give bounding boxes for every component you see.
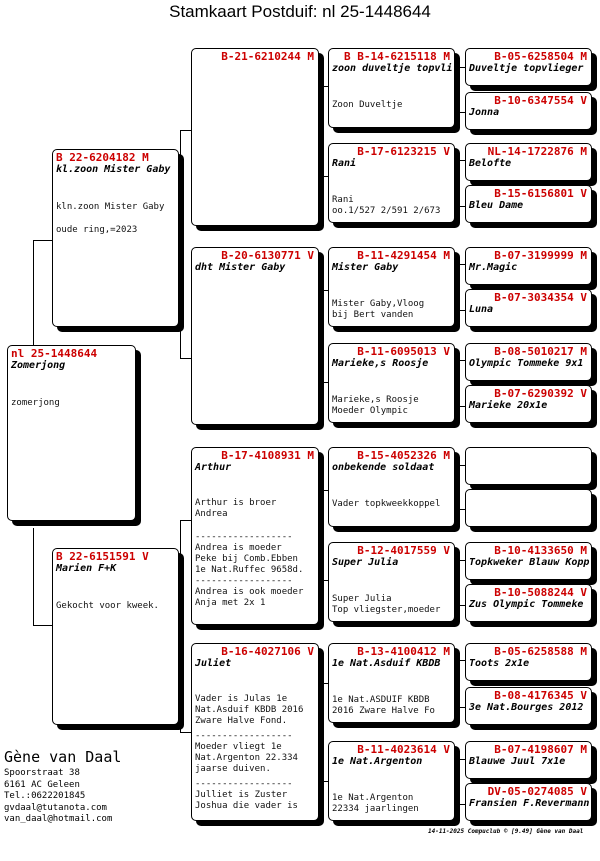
remark-line: ------------------: [195, 576, 293, 586]
remark-line: Arthur is broer: [195, 498, 277, 508]
owner-name: Gène van Daal: [4, 748, 122, 766]
owner-phone: Tel.:0622201845: [4, 791, 86, 801]
pigeon-name: Marien F+K: [56, 563, 117, 574]
connector: [322, 490, 323, 580]
great-grandparent-card[interactable]: [328, 143, 455, 223]
remark-line: 1e Nat.Ruffec 9658d.: [195, 565, 304, 575]
gg-card[interactable]: [465, 643, 592, 681]
ring-number: B-07-6290392 V: [494, 387, 587, 400]
remark-line: oude ring,=2023: [56, 225, 138, 235]
ring-number: B-07-4198607 M: [494, 743, 587, 756]
great-grandparent-card[interactable]: [328, 447, 455, 527]
remark-line: Anja met 2x 1: [195, 598, 266, 608]
connector: [457, 160, 458, 206]
connector: [457, 112, 465, 113]
great-grandparent-card[interactable]: [328, 643, 455, 723]
pigeon-name: 3e Nat.Bourges 2012: [469, 702, 584, 713]
connector: [180, 130, 191, 131]
remark-line: Top vliegster,moeder: [332, 605, 441, 615]
remark-line: ------------------: [195, 532, 293, 542]
subject-card[interactable]: [7, 345, 136, 521]
connector: [180, 130, 181, 358]
connector: [322, 86, 323, 176]
owner-email[interactable]: gvdaal@tutanota.com: [4, 802, 107, 813]
connector: [322, 683, 323, 781]
gg-card[interactable]: [465, 584, 592, 622]
pigeon-name: Marieke,s Roosje: [332, 358, 429, 369]
gg-card[interactable]: [465, 185, 592, 223]
remark-line: Andrea is moeder: [195, 543, 282, 553]
pigeon-name: Duveltje topvlieger: [469, 63, 584, 74]
connector: [457, 264, 458, 310]
connector: [457, 560, 465, 561]
remark-line: Zoon Duveltje: [332, 100, 403, 110]
remark-line: Julliet is Zuster: [195, 790, 288, 800]
pigeon-name: Super Julia: [332, 557, 399, 568]
ring-number: B-10-5088244 V: [494, 586, 587, 599]
connector: [457, 560, 458, 605]
pigeon-name: Olympic Tommeke 9x1: [469, 358, 584, 369]
connector: [180, 520, 191, 521]
connector: [33, 240, 34, 345]
father-card[interactable]: [52, 149, 179, 327]
connector: [457, 310, 465, 311]
connector: [457, 660, 465, 661]
mother-card[interactable]: [52, 548, 179, 725]
remark-line: Moeder Olympic: [332, 406, 408, 416]
ring-number: B-05-6258504 M: [494, 50, 587, 63]
connector: [457, 465, 465, 466]
connector: [457, 406, 465, 407]
remark-line: Vader is Julas 1e: [195, 694, 288, 704]
footer-credit: 14-11-2025 Compuclub © [9.49] Gène van Daal: [428, 828, 584, 835]
grandparent-card[interactable]: [191, 247, 319, 425]
owner-email[interactable]: van_daal@hotmail.com: [4, 814, 113, 824]
gg-card[interactable]: [465, 343, 592, 381]
remark-line: 1e Nat.Argenton: [332, 793, 414, 803]
connector: [33, 240, 52, 241]
remark-line: Rani: [332, 195, 354, 205]
ring-number: B-08-5010217 M: [494, 345, 587, 358]
ring-number: B-10-6347554 V: [494, 94, 587, 107]
remark-line: Andrea: [195, 509, 228, 519]
pigeon-name: Topkweker Blauw Kopp: [469, 557, 590, 568]
pigeon-name: Bleu Dame: [469, 200, 524, 211]
remark-line: 2016 Zware Halve Fo: [332, 706, 435, 716]
gg-card[interactable]: [465, 542, 592, 580]
great-grandparent-card[interactable]: [328, 247, 455, 327]
remark-line: oo.1/527 2/591 2/673: [332, 206, 441, 216]
gg-card[interactable]: [465, 687, 592, 725]
ring-number: B-17-6123215 V: [357, 145, 450, 158]
owner-city: 6161 AC Geleen: [4, 779, 80, 790]
connector: [457, 759, 458, 804]
pigeon-name: Zomerjong: [11, 360, 66, 371]
ring-number: B-12-4017559 V: [357, 544, 450, 557]
pigeon-name: 1e Nat.Asduif KBDB: [332, 658, 441, 669]
pigeon-name: Rani: [332, 158, 357, 169]
connector: [457, 67, 465, 68]
pigeon-name: zoon duveltje topvli: [332, 63, 453, 74]
remark-line: kln.zoon Mister Gaby: [56, 202, 165, 212]
remark-line: Zware Halve Fond.: [195, 716, 288, 726]
pigeon-name: Belofte: [469, 158, 512, 169]
connector: [457, 660, 458, 707]
remark-line: Nat.Asduif KBDB 2016: [195, 705, 304, 715]
gg-card[interactable]: [465, 783, 592, 821]
pigeon-name: Marieke 20x1e: [469, 400, 548, 411]
connector: [457, 360, 458, 406]
ring-number: B-21-6210244 M: [221, 50, 314, 63]
ring-number: B-15-6156801 V: [494, 187, 587, 200]
remark-line: zomerjong: [11, 398, 60, 408]
connector: [180, 732, 191, 733]
ring-number: B B-14-6215118 M: [344, 50, 450, 63]
remark-line: Moeder vliegt 1e: [195, 742, 282, 752]
owner-info: [4, 748, 121, 826]
pigeon-name: kl.zoon Mister Gaby: [56, 164, 171, 175]
pigeon-name: onbekende soldaat: [332, 462, 435, 473]
gg-card[interactable]: [465, 48, 592, 86]
ring-number: B-20-6130771 V: [221, 249, 314, 262]
ring-number: B-08-4176345 V: [494, 689, 587, 702]
ring-number: B-15-4052326 M: [357, 449, 450, 462]
pigeon-name: Fransien F.Revermann: [469, 798, 590, 809]
connector: [180, 358, 191, 359]
gg-card[interactable]: [465, 385, 592, 423]
remark-line: Gekocht voor kweek.: [56, 601, 159, 611]
gg-card[interactable]: [465, 447, 592, 485]
remark-line: Marieke,s Roosje: [332, 395, 419, 405]
connector: [33, 528, 34, 625]
great-grandparent-card[interactable]: [328, 343, 455, 423]
connector: [457, 509, 465, 510]
great-grandparent-card[interactable]: [328, 542, 455, 622]
pigeon-name: 1e Nat.Argenton: [332, 756, 423, 767]
grandparent-card[interactable]: [191, 48, 319, 226]
connector: [457, 465, 458, 509]
connector: [457, 67, 458, 112]
remark-line: Nat.Argenton 22.334: [195, 753, 298, 763]
gg-card[interactable]: [465, 247, 592, 285]
gg-card[interactable]: [465, 741, 592, 779]
remark-line: Mister Gaby,Vloog: [332, 299, 425, 309]
pigeon-name: Zus Olympic Tommeke: [469, 599, 584, 610]
gg-card[interactable]: [465, 489, 592, 527]
ring-number: B-10-4133650 M: [494, 544, 587, 557]
grandparent-card[interactable]: [191, 643, 319, 821]
page-title: Stamkaart Postduif: nl 25-1448644: [169, 2, 431, 21]
gg-card[interactable]: [465, 289, 592, 327]
pigeon-name: Mr.Magic: [469, 262, 518, 273]
ring-number: B-07-3199999 M: [494, 249, 587, 262]
ring-number: B-07-3034354 V: [494, 291, 587, 304]
ring-number: B-16-4027106 V: [221, 645, 314, 658]
pigeon-name: dht Mister Gaby: [195, 262, 286, 273]
owner-address: Spoorstraat 38: [4, 768, 80, 778]
connector: [457, 360, 465, 361]
connector: [457, 206, 465, 207]
pigeon-name: Mister Gaby: [332, 262, 399, 273]
gg-card[interactable]: [465, 92, 592, 130]
remark-line: Peke bij Comb.Ebben: [195, 554, 298, 564]
ring-number: B-17-4108931 M: [221, 449, 314, 462]
great-grandparent-card[interactable]: [328, 741, 455, 821]
ring-number: B-11-4023614 V: [357, 743, 450, 756]
pigeon-name: Blauwe Juul 7x1e: [469, 756, 566, 767]
connector: [180, 520, 181, 732]
gg-card[interactable]: [465, 143, 592, 181]
connector: [33, 625, 52, 626]
ring-number: nl 25-1448644: [11, 347, 98, 360]
pigeon-name: Juliet: [195, 658, 232, 669]
remark-line: bij Bert vanden: [332, 310, 414, 320]
ring-number: DV-05-0274085 V: [487, 785, 587, 798]
remark-line: 1e Nat.ASDUIF KBDB: [332, 695, 430, 705]
ring-number: B-11-6095013 V: [357, 345, 450, 358]
ring-number: B-11-4291454 M: [357, 249, 450, 262]
ring-number: B 22-6204182 M: [56, 151, 149, 164]
connector: [457, 759, 465, 760]
connector: [457, 605, 465, 606]
connector: [457, 160, 465, 161]
connector: [322, 290, 323, 382]
great-grandparent-card[interactable]: [328, 48, 455, 128]
pigeon-name: Toots 2x1e: [469, 658, 530, 669]
ring-number: B-05-6258588 M: [494, 645, 587, 658]
connector: [457, 804, 465, 805]
pigeon-name: Jonna: [469, 107, 500, 118]
remark-line: ------------------: [195, 731, 293, 741]
connector: [457, 707, 465, 708]
remark-line: Andrea is ook moeder: [195, 587, 304, 597]
remark-line: jaarse duiven.: [195, 764, 271, 774]
ring-number: B-13-4100412 M: [357, 645, 450, 658]
pigeon-name: Luna: [469, 304, 494, 315]
remark-line: ------------------: [195, 779, 293, 789]
ring-number: B 22-6151591 V: [56, 550, 149, 563]
ring-number: NL-14-1722876 M: [487, 145, 587, 158]
remark-line: Vader topkweekkoppel: [332, 499, 441, 509]
connector: [457, 264, 465, 265]
remark-line: Super Julia: [332, 594, 392, 604]
grandparent-card[interactable]: [191, 447, 319, 625]
pigeon-name: Arthur: [195, 462, 232, 473]
remark-line: Joshua die vader is: [195, 801, 298, 811]
remark-line: 22334 jaarlingen: [332, 804, 419, 814]
